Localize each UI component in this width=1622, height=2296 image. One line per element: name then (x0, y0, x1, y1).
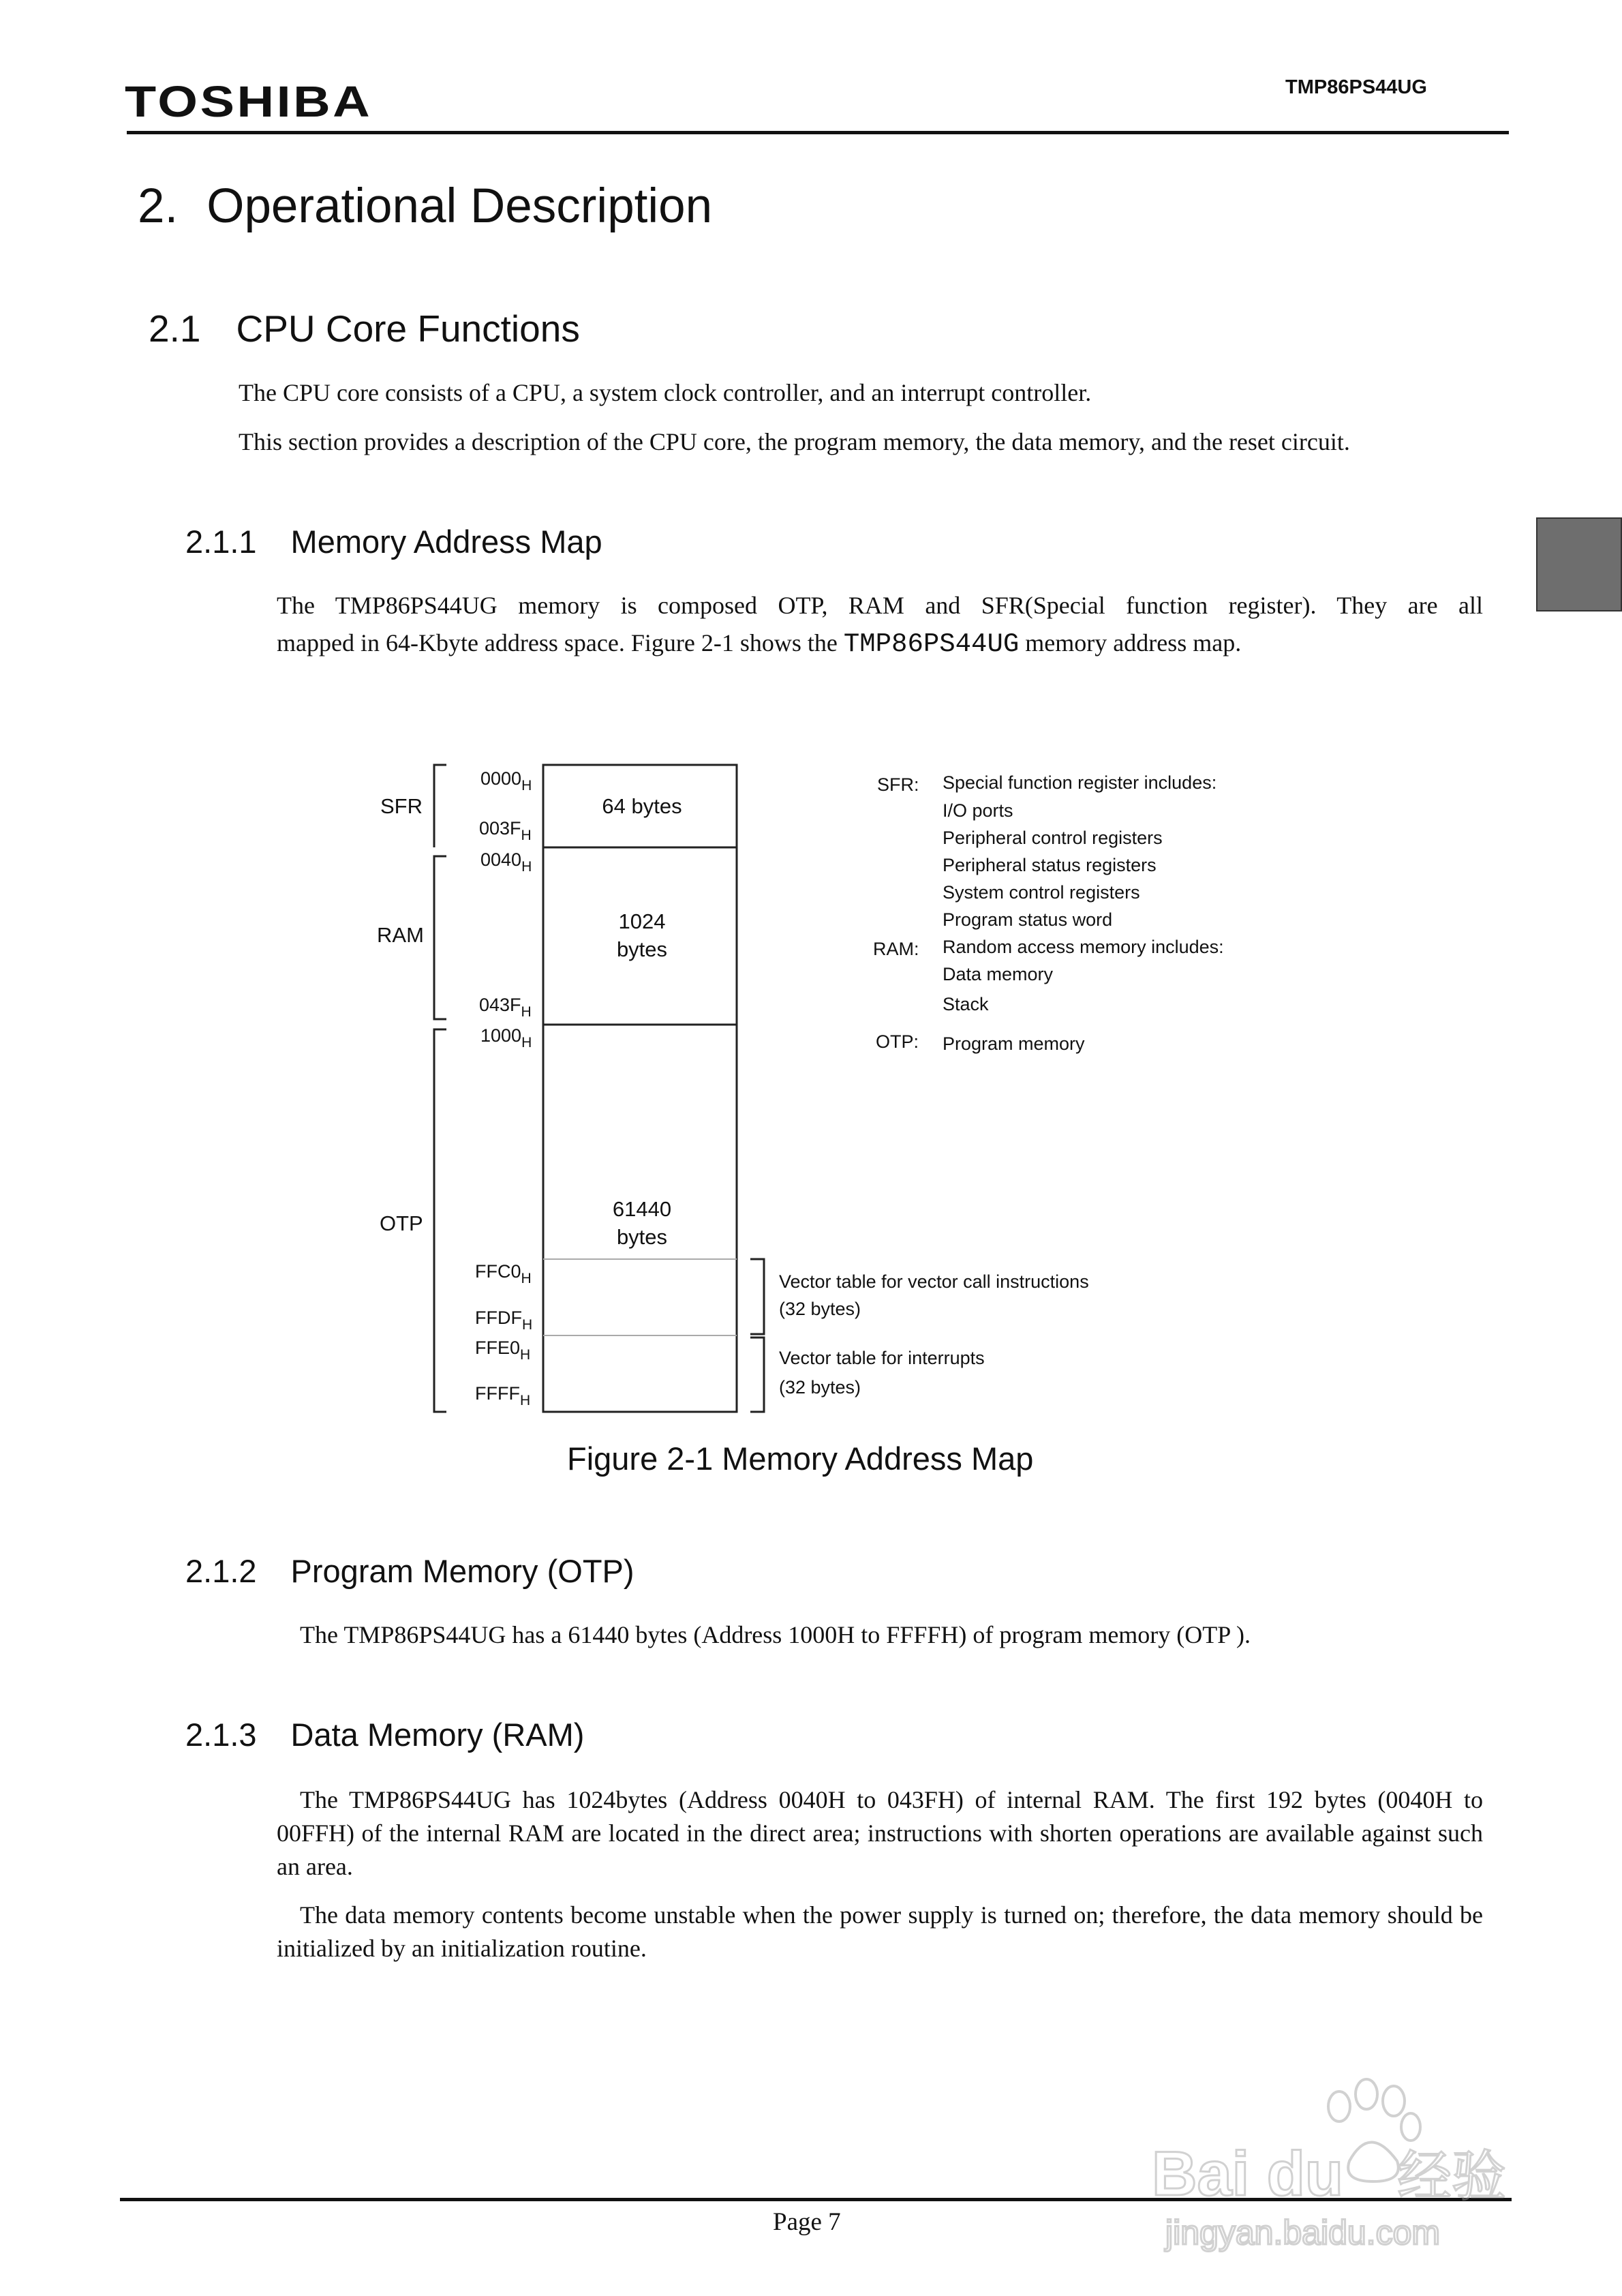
watermark-url: jingyan.baidu.com (1165, 2214, 1441, 2252)
otp-bracket (434, 1029, 446, 1412)
section-2-1-3-number: 2.1.3 (185, 1717, 257, 1753)
figure-caption: Figure 2-1 Memory Address Map (567, 1440, 1034, 1477)
section-2-1-paragraph-1: The CPU core consists of a CPU, a system clock controller, and an interrupt controller. (239, 379, 1092, 406)
section-2-1-number: 2.1 (149, 307, 201, 350)
para-text-end: memory address map. (1019, 629, 1242, 656)
address-1000: $1000_H$ (480, 1025, 532, 1051)
section-2-1-3-title: Data Memory (RAM) (290, 1717, 585, 1753)
section-2-number: 2. (138, 179, 179, 233)
watermark-brand: Bai du (1152, 2139, 1344, 2209)
legend-sfr-item-4: Peripheral status registers (943, 855, 1157, 875)
address-FFDF: $FFDF_H$ (475, 1308, 533, 1333)
vector-int-desc-line-2: (32 bytes) (779, 1377, 861, 1398)
legend-otp-item-1: Program memory (943, 1033, 1085, 1054)
section-2-1-2-title: Program Memory (OTP) (290, 1553, 634, 1589)
section-2-1-1-title: Memory Address Map (290, 524, 602, 560)
sfr-size-label: 64 bytes (602, 794, 682, 818)
section-2-1-2-heading (185, 1552, 634, 1590)
address-0040: $0040_H$ (480, 849, 532, 875)
page-number: Page 7 (773, 2208, 841, 2236)
otp-size-number: 61440 (612, 1197, 672, 1221)
address-FFE0: $FFE0_H$ (475, 1338, 531, 1363)
ram-size-unit: bytes (616, 937, 668, 961)
address-003F: $003F_H$ (479, 818, 532, 843)
legend-ram-item-2: Data memory (943, 964, 1054, 984)
region-label-ram: RAM (377, 923, 424, 947)
document-id: TMP86PS44UG (1285, 76, 1427, 98)
address-FFFF: $FFFF_H$ (475, 1383, 531, 1408)
sfr-bracket (434, 765, 446, 847)
section-2-1-2-number: 2.1.2 (185, 1553, 257, 1589)
region-label-sfr: SFR (380, 794, 423, 818)
address-FFC0: $FFC0_H$ (475, 1261, 532, 1286)
legend-ram-item-1: Random access memory includes: (943, 937, 1224, 957)
section-2-1-paragraph-2: This section provides a description of the CPU core, the program memory, the data memory, and the reset circuit. (239, 428, 1350, 455)
region-label-otp: OTP (380, 1211, 423, 1235)
vector-call-desc-line-2: (32 bytes) (779, 1299, 861, 1319)
legend-sfr-item-5: System control registers (943, 882, 1140, 903)
legend-sfr-item-3: Peripheral control registers (943, 828, 1163, 848)
vector-int-bracket (750, 1338, 764, 1412)
ram-size-number: 1024 (618, 909, 666, 933)
section-2-1-2-paragraph: The TMP86PS44UG has a 61440 bytes (Address 1000H to FFFFH) of program memory (OTP ). (300, 1621, 1251, 1648)
ram-bracket (434, 856, 446, 1019)
legend-sfr-item-6: Program status word (943, 909, 1113, 930)
section-2-1-3-paragraph-2: The data memory contents become unstable when the power supply is turned on; therefore, the data memory should be initialized by an initialization routine. (277, 1901, 1483, 1962)
section-2-title: Operational Description (206, 179, 713, 233)
vector-int-desc-line-1: Vector table for interrupts (779, 1348, 985, 1368)
address-0000: $0000_H$ (480, 768, 532, 794)
legend-otp-label: OTP: (876, 1031, 919, 1052)
toshiba-logo: TOSHIBA (125, 77, 373, 126)
legend-sfr-label: SFR: (877, 774, 919, 795)
vector-call-bracket (750, 1259, 764, 1334)
legend-sfr-item-1: Special function register includes: (943, 772, 1217, 793)
address-043F: $043F_H$ (479, 995, 532, 1020)
section-2-1-1-paragraph-line-1: The TMP86PS44UG memory is composed OTP, RAM and SFR(Special function register). They are all (277, 592, 1483, 619)
legend-ram-label: RAM: (873, 939, 919, 959)
baidu-watermark (1145, 2059, 1527, 2263)
otp-size-unit: bytes (616, 1225, 668, 1249)
legend-sfr-item-2: I/O ports (943, 800, 1013, 821)
device-name-mono: TMP86PS44UG (843, 629, 1020, 659)
legend-ram-item-3: Stack (943, 994, 989, 1014)
watermark-cn: 经验 (1397, 2146, 1506, 2207)
para-text-start: mapped in 64-Kbyte address space. Figure 2-1 shows the (277, 629, 844, 656)
vector-call-desc-line-1: Vector table for vector call instructions (779, 1271, 1089, 1292)
section-2-1-3-paragraph-1: The TMP86PS44UG has 1024bytes (Address 0040H to 043FH) of internal RAM. The first 192 bytes (0040H to 00FFH) of the internal RAM are located in the direct area; instructions with shorten operations are available against such an area. (277, 1786, 1483, 1880)
section-2-1-title: CPU Core Functions (236, 307, 580, 350)
memory-map-rectangle (543, 765, 737, 1412)
memory-block-outline (543, 765, 737, 1412)
section-2-1-1-number: 2.1.1 (185, 524, 257, 560)
section-2-1-3-heading (185, 1716, 584, 1753)
